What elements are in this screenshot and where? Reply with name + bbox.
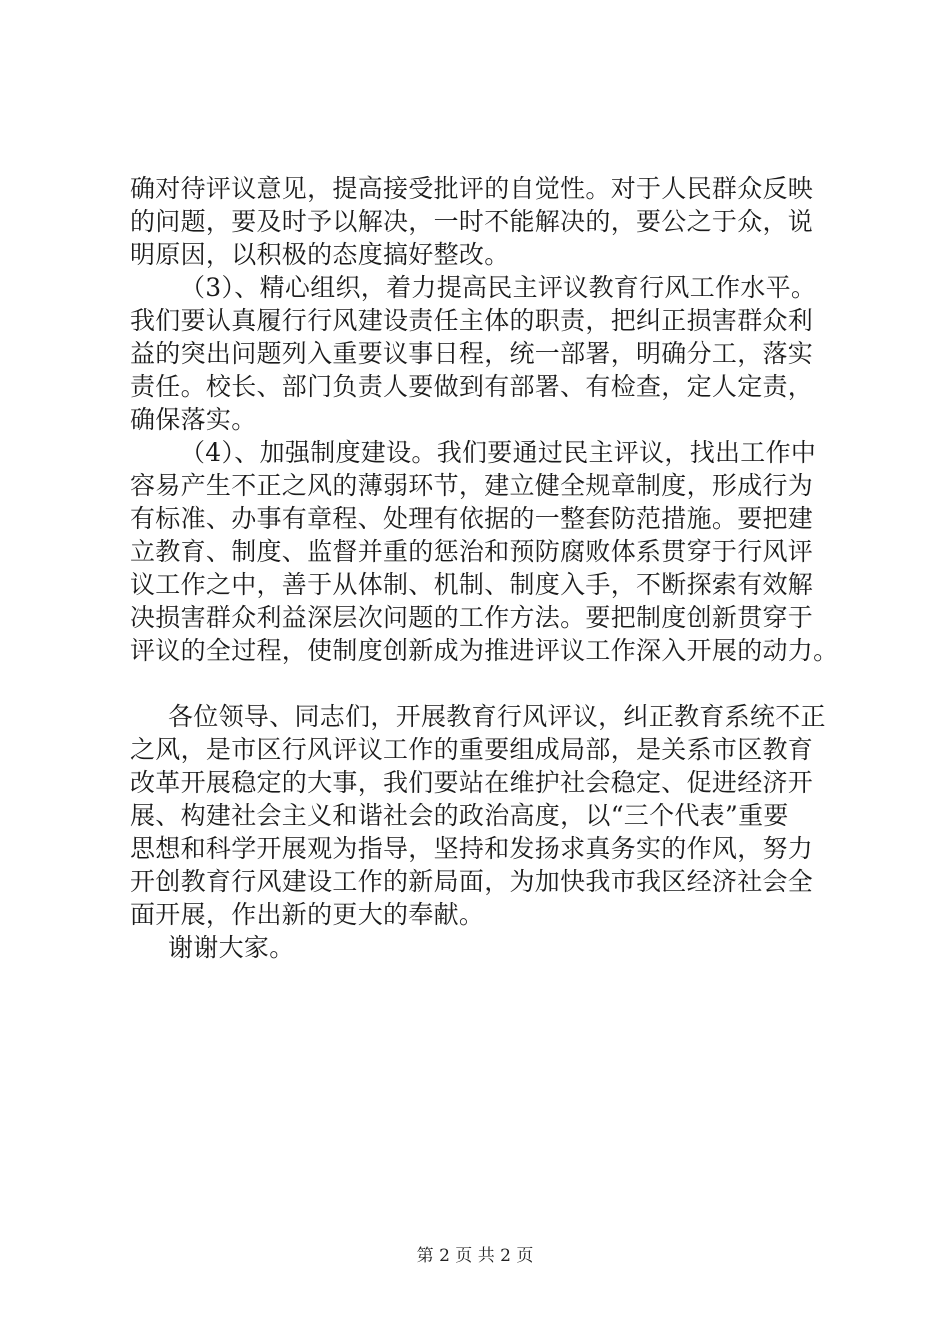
page-footer <box>0 1246 950 1266</box>
text-line: 的问题，要及时予以解决，一时不能解决的，要公之于众，说 <box>130 207 814 236</box>
text-line: 有标准、办事有章程、处理有依据的一整套防范措施。要把建 <box>130 504 814 533</box>
document-body <box>130 172 840 964</box>
text-line: 决损害群众利益深层次问题的工作方法。要把制度创新贯穿于 <box>130 603 814 632</box>
text-line: 我们要认真履行行风建设责任主体的职责，把纠正损害群众利 <box>130 306 814 335</box>
text-line: 各位领导、同志们，开展教育行风评议，纠正教育系统不正 <box>168 702 826 731</box>
paragraph-gap <box>130 667 840 700</box>
text-line: 开创教育行风建设工作的新局面，为加快我市我区经济社会全 <box>130 867 814 896</box>
text-line: （3）、精心组织，着力提高民主评议教育行风工作水平。 <box>180 273 817 302</box>
text-line: 改革开展稳定的大事，我们要站在维护社会稳定、促进经济开 <box>130 768 814 797</box>
text-line: 之风，是市区行风评议工作的重要组成局部，是关系市区教育 <box>130 735 814 764</box>
text-line: 面开展，作出新的更大的奉献。 <box>130 900 485 929</box>
text-line: 确对待评议意见，提高接受批评的自觉性。对于人民群众反映 <box>130 174 814 203</box>
text-line: 明原因，以积极的态度搞好整改。 <box>130 240 510 269</box>
paragraph-5 <box>130 931 840 964</box>
text-line: 思想和科学开展观为指导，坚持和发扬求真务实的作风，努力 <box>130 834 814 863</box>
text-line: 容易产生不正之风的薄弱环节，建立健全规章制度，形成行为 <box>130 471 814 500</box>
text-line: （4）、加强制度建设。我们要通过民主评议，找出工作中 <box>180 438 817 467</box>
text-line: 谢谢大家。 <box>168 933 295 962</box>
paragraph-2 <box>130 271 840 436</box>
paragraph-1 <box>130 172 840 271</box>
paragraph-3 <box>130 436 840 667</box>
text-line: 确保落实。 <box>130 405 257 434</box>
text-line: 评议的全过程，使制度创新成为推进评议工作深入开展的动力。 <box>130 636 839 665</box>
text-line: 议工作之中，善于从体制、机制、制度入手，不断探索有效解 <box>130 570 814 599</box>
page-number-label: 第 2 页 共 2 页 <box>416 1246 534 1266</box>
text-line: 益的突出问题列入重要议事日程，统一部署，明确分工，落实 <box>130 339 814 368</box>
paragraph-4 <box>130 700 840 931</box>
text-line: 立教育、制度、监督并重的惩治和预防腐败体系贯穿于行风评 <box>130 537 814 566</box>
text-line: 展、构建社会主义和谐社会的政治高度，以“三个代表”重要 <box>130 801 789 830</box>
text-line: 责任。校长、部门负责人要做到有部署、有检查，定人定责， <box>130 372 814 401</box>
